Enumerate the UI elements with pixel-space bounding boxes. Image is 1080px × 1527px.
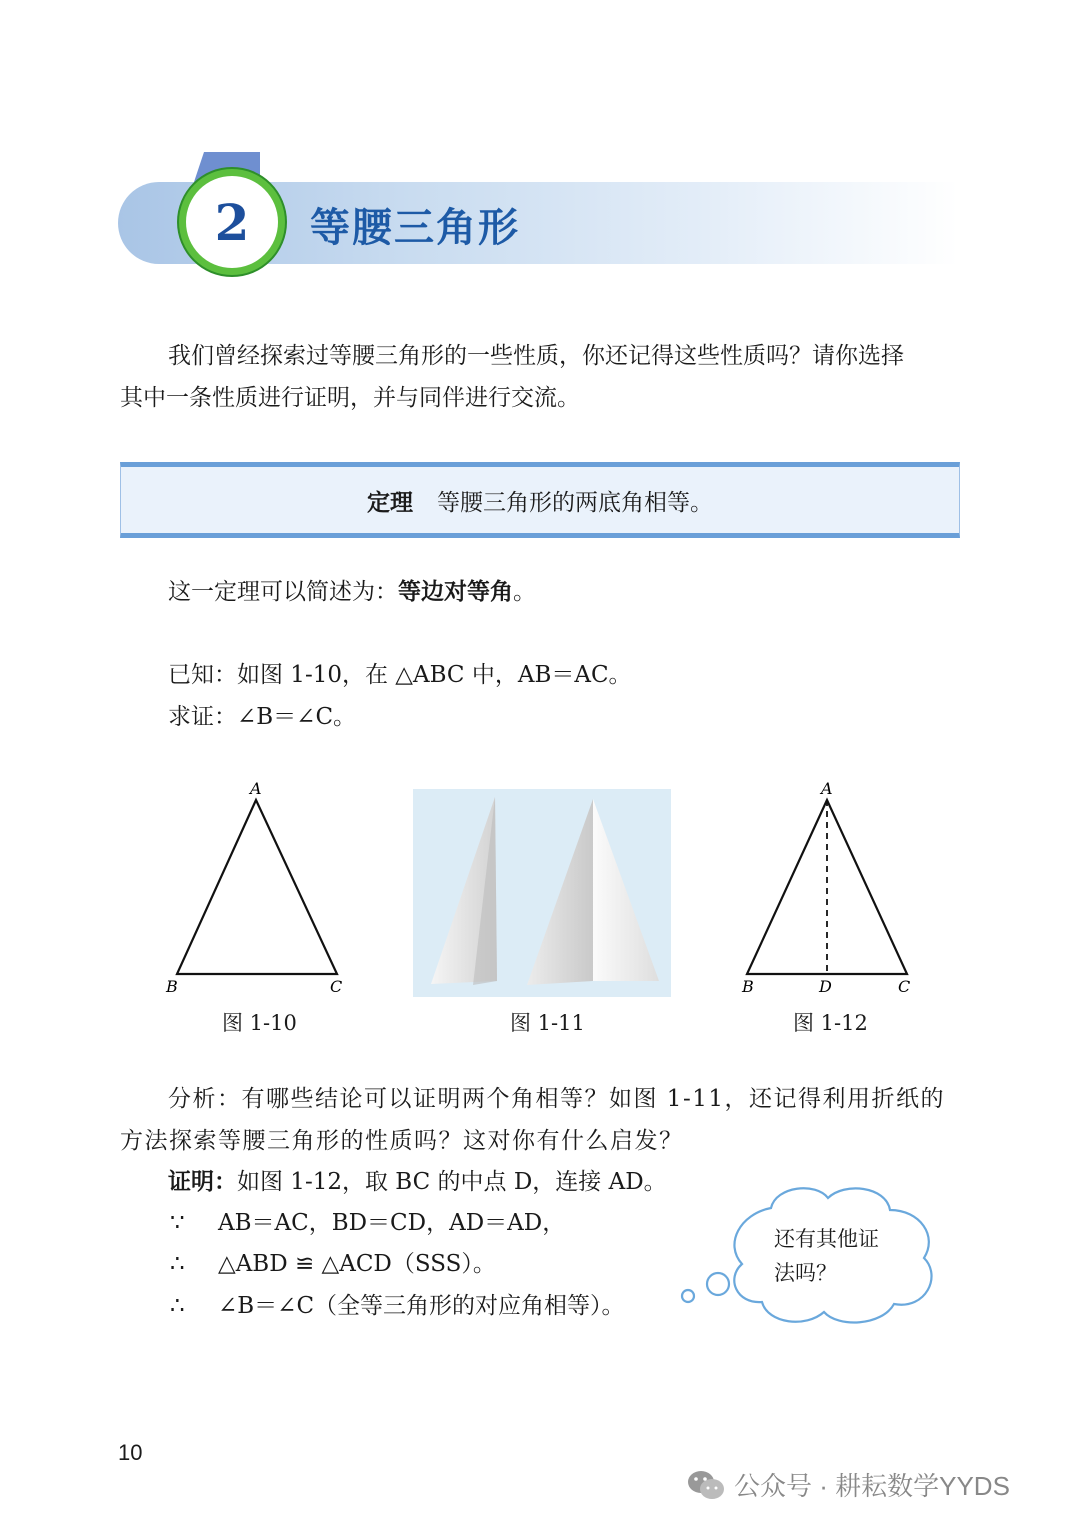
page-number: 10	[118, 1440, 143, 1465]
proof-line-2: AB＝AC，BD＝CD，AD＝AD，	[218, 1210, 566, 1236]
cloud-bubble-small	[682, 1290, 694, 1302]
summary-line	[168, 571, 536, 613]
intro-line-1: 我们曾经探索过等腰三角形的一些性质，你还记得这些性质吗？请你选择	[168, 343, 904, 369]
analysis-line-2: 方法探索等腰三角形的性质吗？这对你有什么启发？	[120, 1128, 684, 1154]
section-number: 2	[214, 192, 250, 252]
caption-fig-1-11: 图 1-11	[510, 1011, 585, 1035]
figure-1-11	[413, 789, 671, 997]
caption-fig-1-10: 图 1-10	[222, 1011, 297, 1035]
intro-line-2: 其中一条性质进行证明，并与同伴进行交流。	[120, 385, 580, 411]
proof-line-4: ∠B＝∠C（全等三角形的对应角相等）。	[218, 1293, 625, 1319]
label-d: D	[819, 977, 832, 996]
section-title: 等腰三角形	[310, 204, 520, 251]
figure-1-10	[160, 778, 360, 998]
theorem-label: 定理	[367, 488, 413, 516]
prove-line: 求证：∠B＝∠C。	[168, 704, 357, 730]
summary-suffix: 。	[513, 579, 536, 605]
given-line: 已知：如图 1-10，在 △ABC 中，AB＝AC。	[168, 662, 632, 688]
label-b: B	[742, 977, 754, 996]
cloud-text-line-2: 法吗？	[774, 1261, 837, 1285]
caption-fig-1-12: 图 1-12	[793, 1011, 868, 1035]
label-a: A	[250, 779, 262, 798]
label-b: B	[166, 977, 178, 996]
proof-line-1	[168, 1161, 667, 1203]
figure-1-12	[734, 778, 934, 998]
watermark	[686, 1466, 1010, 1503]
theorem-text: 等腰三角形的两底角相等。	[437, 489, 713, 516]
proof-symbol-therefore-1: ∴	[170, 1251, 185, 1277]
proof-symbol-because: ∵	[170, 1210, 185, 1236]
proof-label: 证明：	[168, 1168, 237, 1195]
summary-bold: 等边对等角	[398, 578, 513, 605]
proof-text-1: 如图 1-12，取 BC 的中点 D，连接 AD。	[237, 1169, 667, 1195]
theorem-box	[120, 462, 960, 538]
label-a: A	[821, 779, 833, 798]
cloud-bubble-medium	[707, 1273, 729, 1295]
proof-line-3: △ABD ≌ △ACD（SSS）。	[218, 1251, 496, 1277]
summary-prefix: 这一定理可以简述为：	[168, 579, 398, 605]
analysis-line-1: 分析：有哪些结论可以证明两个角相等？如图 1-11，还记得利用折纸的	[168, 1086, 945, 1112]
label-c: C	[330, 977, 343, 996]
watermark-text: 公众号 · 耕耘数学YYDS	[734, 1471, 1010, 1501]
wechat-icon	[686, 1468, 726, 1502]
section-number-badge	[186, 176, 278, 268]
label-c: C	[898, 977, 911, 996]
proof-symbol-therefore-2: ∴	[170, 1293, 185, 1319]
cloud-text-line-1: 还有其他证	[774, 1227, 879, 1251]
triangle-abc	[177, 800, 337, 974]
